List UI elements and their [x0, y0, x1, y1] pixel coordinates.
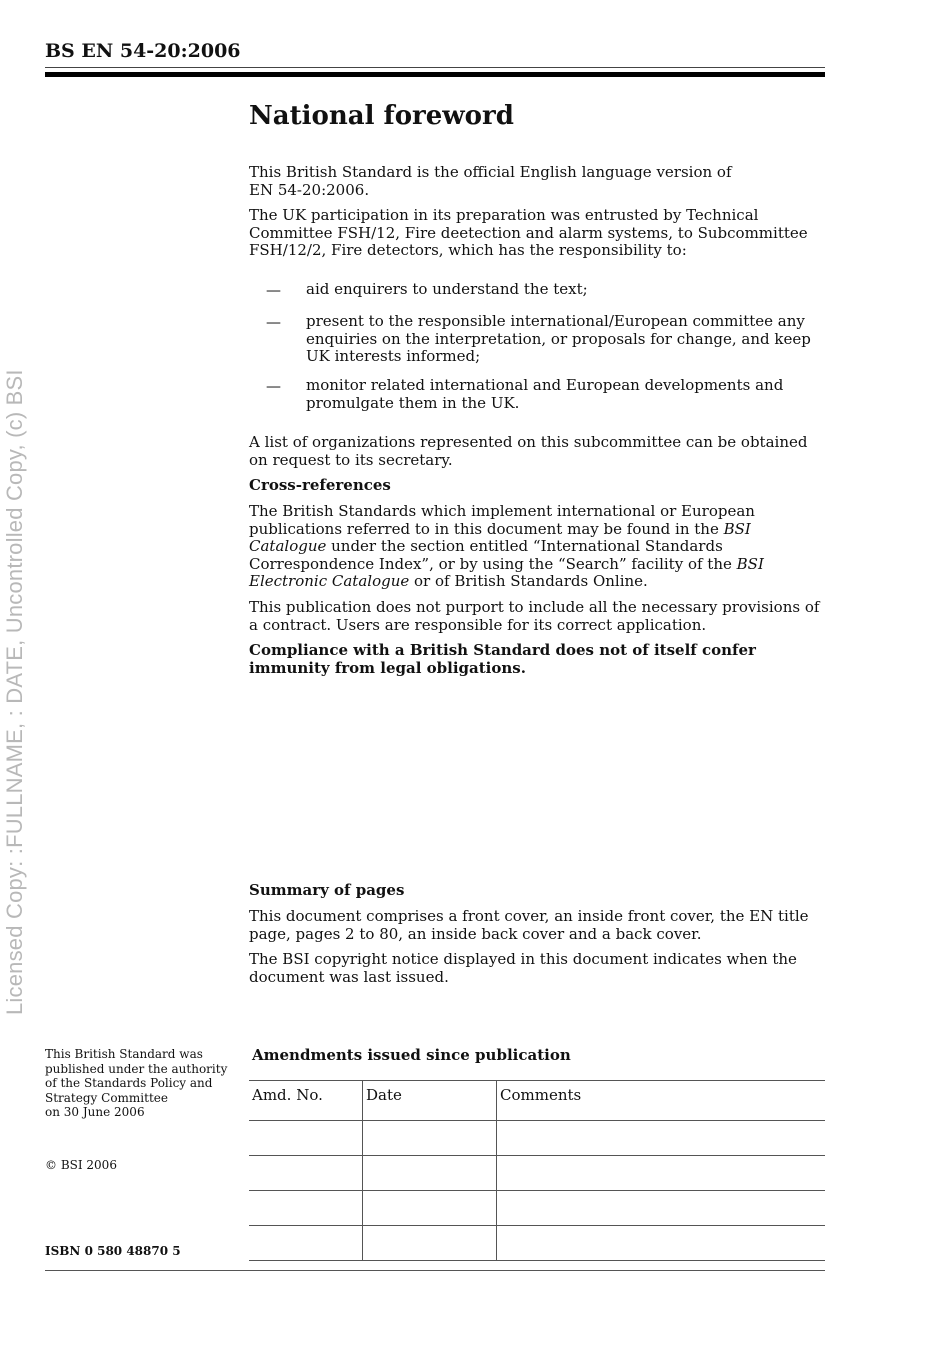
copyright-notice-paragraph: The BSI copyright notice displayed in this document indicates when the document was last issued. [249, 950, 797, 986]
amendments-title: Amendments issued since publication [252, 1046, 571, 1064]
table-cell [363, 1226, 497, 1261]
table-cell [249, 1156, 363, 1191]
crossref-text-b: under the section entitled “International Standards Correspondence Index”, or by using the “Search” facility of the [249, 537, 737, 573]
table-row [249, 1191, 825, 1226]
table-row [249, 1156, 825, 1191]
list-dash: — [266, 377, 281, 395]
footer-rule [45, 1270, 825, 1271]
summary-heading: Summary of pages [249, 881, 405, 899]
summary-paragraph: This document comprises a front cover, an inside front cover, the EN title page, pages 2 to 80, an inside back cover and a back cover. [249, 907, 809, 943]
compliance-statement: Compliance with a British Standard does not of itself confer immunity from legal obligations. [249, 641, 756, 677]
list-item: monitor related international and European developments and promulgate them in the UK. [306, 376, 784, 412]
crossref-paragraph [249, 503, 825, 591]
crossref-text-c: or of British Standards Online. [409, 572, 648, 591]
table-cell [363, 1156, 497, 1191]
header-rule-thin [45, 67, 825, 68]
standard-identifier: BS EN 54-20:2006 [45, 40, 241, 62]
table-cell [497, 1226, 826, 1261]
table-cell [363, 1121, 497, 1156]
provisions-paragraph: This publication does not purport to include all the necessary provisions of a contract. Users are responsible for its correct application. [249, 598, 820, 634]
publication-line: of the Standards Policy and [45, 1076, 213, 1090]
amendments-table [249, 1080, 825, 1261]
table-cell [363, 1191, 497, 1226]
bsi-catalogue-term: BSI Catalogue [249, 519, 751, 556]
table-cell [497, 1156, 826, 1191]
list-item: aid enquirers to understand the text; [306, 280, 588, 298]
publication-line: Strategy Committee [45, 1090, 168, 1105]
page-title: National foreword [249, 101, 514, 131]
table-header-row [249, 1081, 825, 1121]
table-cell [497, 1121, 826, 1156]
table-row [249, 1226, 825, 1261]
list-dash: — [266, 313, 281, 331]
publication-authority-note [45, 1047, 235, 1120]
table-row [249, 1121, 825, 1156]
bsi-electronic-catalogue-term: BSI Electronic Catalogue [249, 554, 764, 591]
intro-paragraph [249, 164, 825, 199]
table-cell [249, 1121, 363, 1156]
publication-line: on 30 June 2006 [45, 1105, 145, 1119]
intro-line-1: This British Standard is the official English language version of [249, 163, 732, 181]
column-header-comments: Comments [497, 1081, 826, 1121]
list-item: present to the responsible international/European committee any enquiries on the interpretation, or proposals for change, and keep UK interests informed; [306, 312, 811, 366]
participation-paragraph: The UK participation in its preparation was entrusted by Technical Committee FSH/12, Fire deetection and alarm systems, to Subcommittee FSH/12/2, Fire detectors, which has the responsibility to: [249, 206, 808, 260]
crossref-heading: Cross-references [249, 476, 391, 494]
table-cell [249, 1226, 363, 1261]
crossref-text-a: The British Standards which implement international or European publications referred to in this document may be found in the [249, 502, 755, 538]
organizations-paragraph: A list of organizations represented on this subcommittee can be obtained on request to its secretary. [249, 433, 808, 469]
header-rule-thick [45, 72, 825, 77]
intro-line-2: EN 54-20:2006. [249, 180, 370, 199]
copyright-line: © BSI 2006 [45, 1158, 117, 1172]
license-watermark: Licensed Copy: :FULLNAME, : DATE, Uncontrolled Copy, (c) BSI [2, 369, 27, 1015]
list-dash: — [266, 281, 281, 299]
column-header-amd-no: Amd. No. [249, 1081, 363, 1121]
table-cell [249, 1191, 363, 1226]
column-header-date: Date [363, 1081, 497, 1121]
publication-line: published under the authority [45, 1061, 228, 1076]
publication-line: This British Standard was [45, 1047, 203, 1061]
table-cell [497, 1191, 826, 1226]
isbn: ISBN 0 580 48870 5 [45, 1244, 181, 1258]
